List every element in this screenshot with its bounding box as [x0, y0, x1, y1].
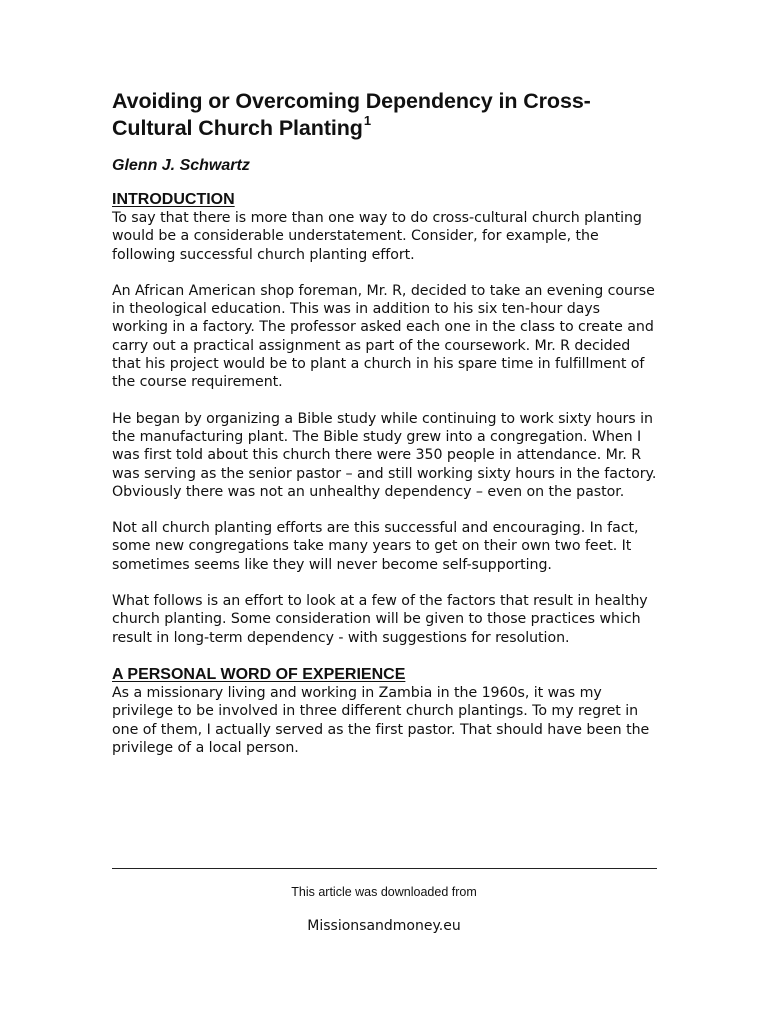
paragraph: An African American shop foreman, Mr. R, decided to take an evening course in theological education. This was in addition to his six ten-hour days working in a factory. The professor asked each one in the class to create and carry out a practical assignment as part of the coursework. Mr. R decided that his project would be to plant a church in his spare time in fulfillment of the course requirement.: [112, 282, 655, 391]
footer-download-note: This article was downloaded from: [291, 885, 477, 899]
section-heading-personal-word: A PERSONAL WORD OF EXPERIENCE: [112, 665, 406, 683]
footer-source-site: Missionsandmoney.eu: [307, 918, 461, 934]
paragraph: Not all church planting efforts are this successful and encouraging. In fact, some new congregations take many years to get on their own two feet. It sometimes seems like they will never become self-supporting.: [112, 520, 639, 573]
footer-divider: [112, 868, 657, 869]
document-page: [112, 88, 658, 775]
document-title: [112, 88, 658, 142]
title-footnote-marker: 1: [363, 112, 371, 128]
paragraph: As a missionary living and working in Zambia in the 1960s, it was my privilege to be involved in three different church plantings. To my regret in one of them, I actually served as the first pastor. That should have been the privilege of a local person.: [112, 684, 650, 756]
section-heading-introduction: INTRODUCTION: [112, 191, 235, 208]
paragraph: He began by organizing a Bible study while continuing to work sixty hours in the manufacturing plant. The Bible study grew into a congregation. When I was first told about this church there were 350 people in attendance. Mr. R was serving as the senior pastor – and still working sixty hours in the factory. Obviously there was not an unhealthy dependency – even on the pastor.: [112, 410, 657, 500]
document-title-text: Avoiding or Overcoming Dependency in Cross-Cultural Church Planting: [112, 89, 591, 140]
paragraph: To say that there is more than one way to do cross-cultural church planting would be a considerable understatement. Consider, for example, the following successful church planting effort.: [112, 210, 642, 263]
author-name: Glenn J. Schwartz: [112, 157, 250, 174]
paragraph: What follows is an effort to look at a few of the factors that result in healthy church planting. Some consideration will be given to those practices which result in long-term dependency - with suggestions for resolution.: [112, 593, 648, 646]
